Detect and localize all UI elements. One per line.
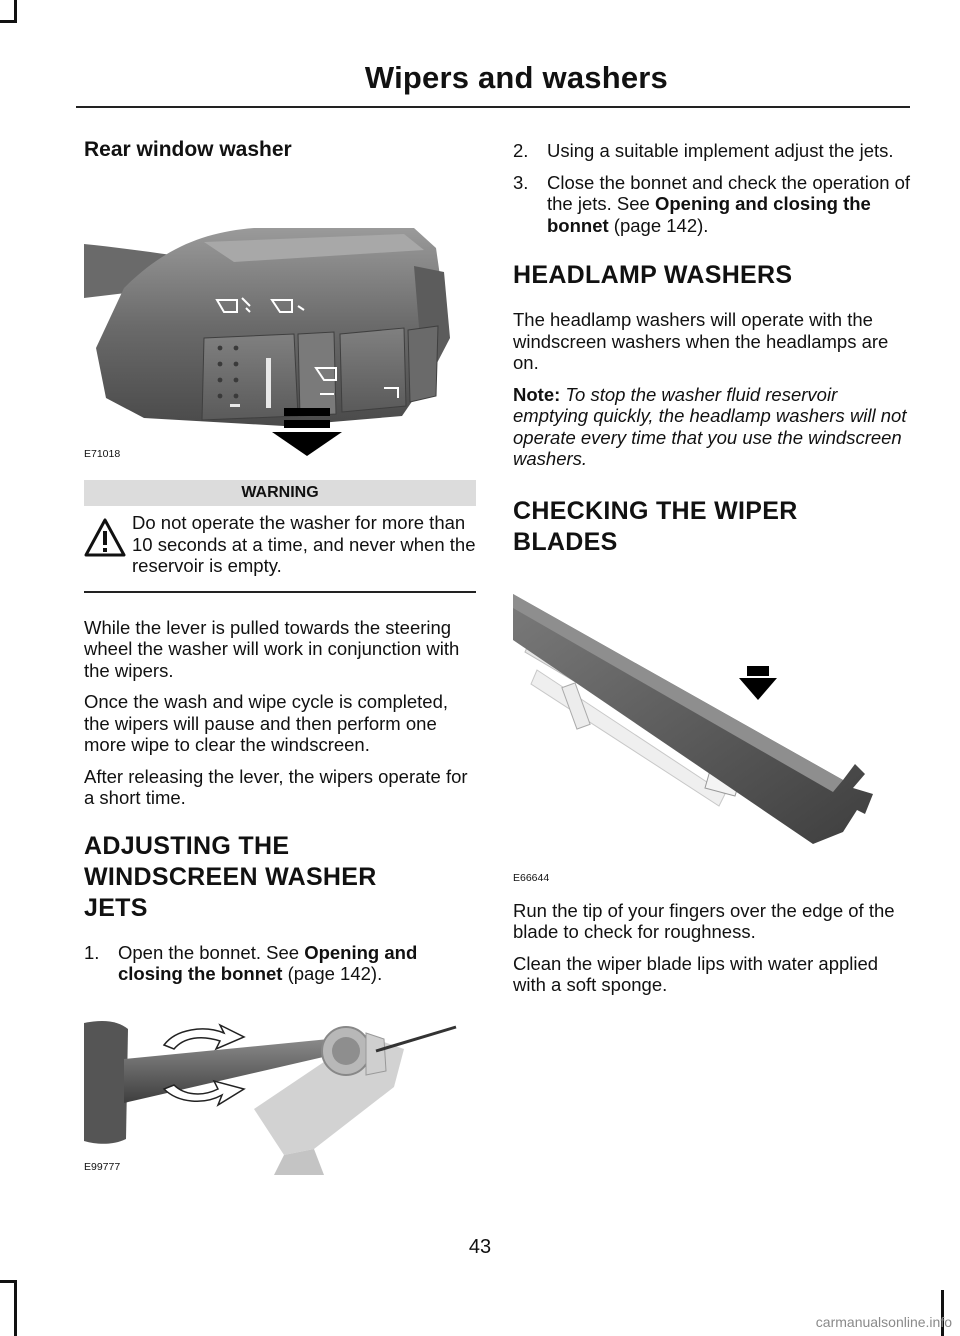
link-opening-bonnet[interactable]: Opening and closing the bonnet: [547, 193, 871, 236]
figure-wiper-stalk: [84, 188, 476, 462]
note-label: Note:: [513, 383, 561, 405]
rear-washer-heading: Rear window washer: [84, 138, 292, 161]
step-2: 2. Using a suitable implement adjust the jets.: [513, 140, 894, 161]
crop-mark: [0, 1280, 17, 1283]
wiper-stalk-illustration: [84, 188, 476, 462]
note: [513, 384, 913, 470]
left-column: [84, 138, 476, 1175]
figure-wiper-blade: [513, 574, 905, 886]
warning-triangle-icon: [84, 518, 126, 558]
warning-text: Do not operate the washer for more than 10 seconds at a time, and never when the reservoir is empty.: [132, 512, 476, 576]
figure-code: E66644: [513, 871, 550, 884]
warning-body: [84, 506, 476, 593]
warning-title: WARNING: [84, 480, 476, 506]
step-3: 3. Close the bonnet and check the operation of the jets. See Opening and closing the bonnet (page 142).: [513, 171, 911, 236]
figure-code: E71018: [84, 448, 121, 460]
note-text: To stop the washer fluid reservoir emptying quickly, the headlamp washers will not operate every time that you use the windscreen washers.: [513, 383, 907, 469]
crop-mark: [14, 1280, 17, 1336]
adjust-jets-heading: ADJUSTING THE WINDSCREEN WASHER JETS: [84, 831, 377, 922]
paragraph: After releasing the lever, the wipers operate for a short time.: [84, 765, 468, 808]
footer-watermark: carmanualsonline.info: [815, 1314, 952, 1330]
checking-blades-heading: CHECKING THE WIPER BLADES: [513, 496, 798, 556]
paragraph: The headlamp washers will operate with the windscreen washers when the headlamps are on.: [513, 309, 889, 373]
header-divider: [76, 106, 910, 108]
paragraph: Clean the wiper blade lips with water applied with a soft sponge.: [513, 952, 879, 995]
paragraph: While the lever is pulled towards the steering wheel the washer will work in conjunction with the wipers.: [84, 616, 460, 681]
wiper-blade-illustration: [513, 574, 905, 886]
page-number: 43: [468, 1236, 492, 1258]
paragraph: Once the wash and wipe cycle is completed, the wipers will pause and then perform one more wipe to clear the windscreen.: [84, 691, 449, 755]
crop-mark: [14, 0, 17, 22]
paragraph: Run the tip of your fingers over the edge of the blade to check for roughness.: [513, 899, 895, 942]
step-1: 1. Open the bonnet. See Opening and closing the bonnet (page 142).: [84, 941, 418, 984]
washer-jet-illustration: [84, 999, 476, 1175]
right-column: [513, 140, 913, 996]
headlamp-washers-heading: HEADLAMP WASHERS: [513, 261, 793, 289]
figure-code: E99777: [84, 1160, 121, 1173]
page-title: Wipers and washers: [364, 60, 668, 95]
link-opening-bonnet[interactable]: Opening and closing the bonnet: [118, 941, 418, 984]
crop-mark: [0, 20, 17, 23]
warning-box: [84, 480, 476, 593]
figure-jet-adjust: [84, 999, 476, 1175]
